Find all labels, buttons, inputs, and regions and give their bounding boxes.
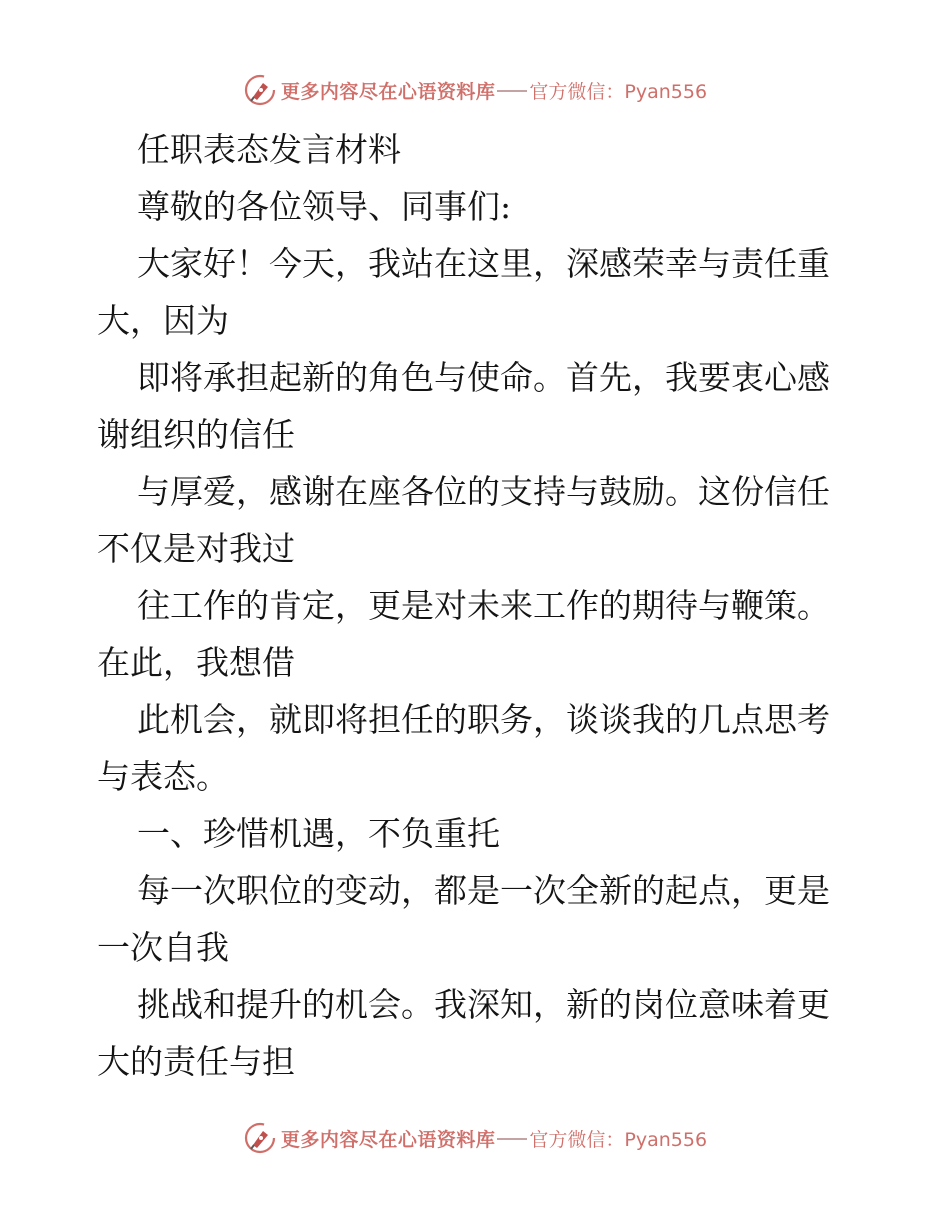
doc-line: 在此，我想借: [97, 643, 295, 682]
doc-line: 大家好！今天，我站在这里，深感荣幸与责任重: [137, 244, 830, 283]
footer-brand-text: 更多内容尽在心语资料库: [280, 1128, 496, 1151]
doc-line: 大的责任与担: [97, 1042, 295, 1081]
doc-line: 不仅是对我过: [97, 529, 295, 568]
doc-line: 此机会，就即将担任的职务，谈谈我的几点思考: [137, 700, 830, 739]
header-brand-text: 更多内容尽在心语资料库: [280, 80, 496, 103]
doc-line: 一次自我: [97, 928, 229, 967]
footer-banner: [0, 1118, 950, 1158]
doc-line: 每一次职位的变动，都是一次全新的起点，更是: [137, 871, 830, 910]
doc-line: 往工作的肯定，更是对未来工作的期待与鞭策。: [137, 586, 830, 625]
doc-section-heading: 一、珍惜机遇，不负重托: [137, 814, 500, 853]
header-contact-text: 官方微信：Pyan556: [529, 80, 708, 103]
footer-dash: [497, 1138, 527, 1140]
pen-nib-circle-icon: [243, 1121, 277, 1155]
pen-nib-circle-icon: [243, 73, 277, 107]
doc-title: 任职表态发言材料: [137, 130, 401, 169]
doc-line: 与厚爱，感谢在座各位的支持与鼓励。这份信任: [137, 472, 830, 511]
header-banner: [0, 70, 950, 110]
doc-line: 尊敬的各位领导、同事们:: [137, 187, 512, 226]
doc-line: 与表态。: [97, 757, 229, 796]
doc-line: 即将承担起新的角色与使命。首先，我要衷心感: [137, 358, 830, 397]
document-body: [97, 121, 857, 1090]
doc-line: 谢组织的信任: [97, 415, 295, 454]
doc-line: 大，因为: [97, 301, 229, 340]
footer-contact-text: 官方微信：Pyan556: [529, 1128, 708, 1151]
doc-line: 挑战和提升的机会。我深知，新的岗位意味着更: [137, 985, 830, 1024]
header-dash: [497, 90, 527, 92]
